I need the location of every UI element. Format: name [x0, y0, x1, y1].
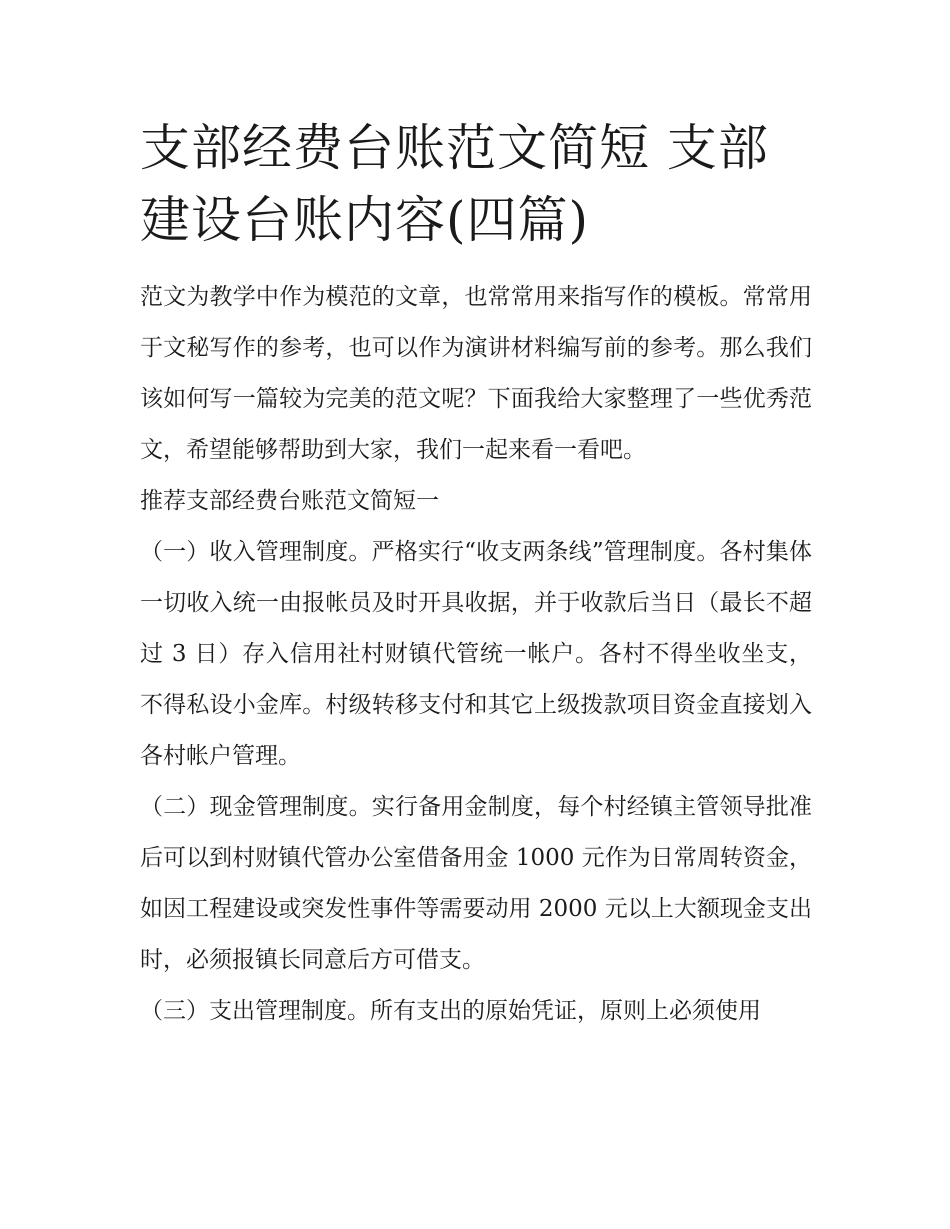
paragraph-income-management: （一）收入管理制度。严格实行“收支两条线”管理制度。各村集体一切收入统一由报帐员及时开具收据，并于收款后当日（最长不超过 3 日）存入信用社村财镇代管统一帐户。各村不得坐收坐支，不得私设小金库。村级转移支付和其它上级拨款项目资金直接划入各村帐户管理。 — [140, 539, 812, 769]
document-page — [140, 112, 812, 1037]
paragraph-cash-management: （二）现金管理制度。实行备用金制度，每个村经镇主管领导批准后可以到村财镇代管办公室借备用金 1000 元作为日常周转资金，如因工程建设或突发性事件等需要动用 2000 元以上大额现金支出时，必须报镇长同意后方可借支。 — [140, 794, 812, 973]
document-title: 支部经费台账范文简短 支部建设台账内容(四篇) — [140, 119, 769, 249]
section-heading: 推荐支部经费台账范文简短一 — [140, 488, 439, 514]
paragraph-expense-management: （三）支出管理制度。所有支出的原始凭证，原则上必须使用 — [140, 998, 761, 1024]
intro-paragraph: 范文为教学中作为模范的文章，也常常用来指写作的模板。常常用于文秘写作的参考，也可以作为演讲材料编写前的参考。那么我们该如何写一篇较为完美的范文呢？下面我给大家整理了一些优秀范文，希望能够帮助到大家，我们一起来看一看吧。 — [140, 284, 812, 463]
